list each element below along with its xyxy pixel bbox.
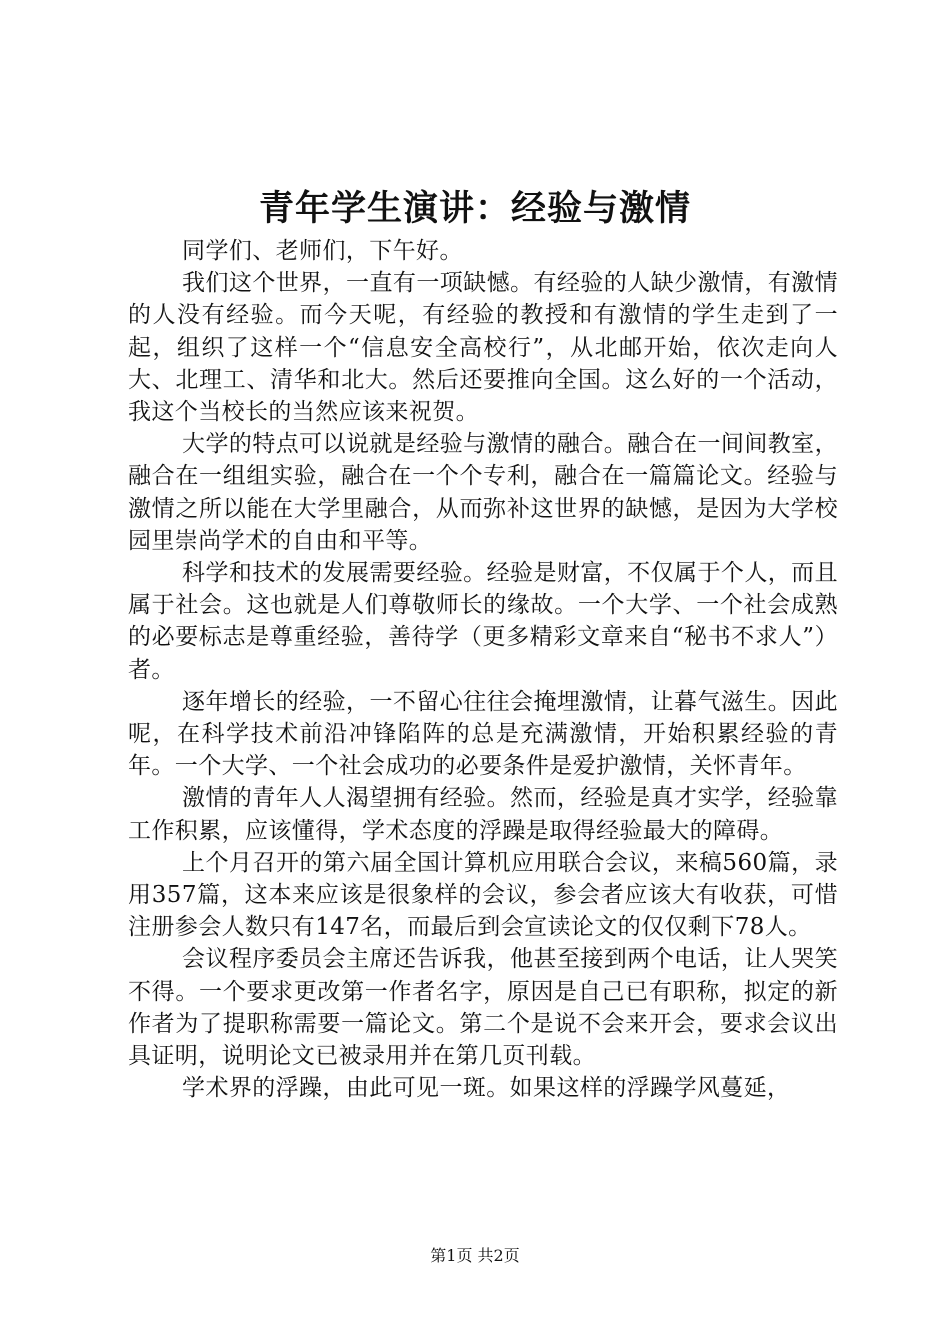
paragraph-greeting: 同学们、老师们，下午好。 [182, 238, 463, 264]
page-footer: 第1页 共2页 [430, 1246, 520, 1265]
paragraph: 科学和技术的发展需要经验。经验是财富，不仅属于个人，而且属于社会。这也就是人们尊敬师长的缘故。一个大学、一个社会成熟的必要标志是尊重经验，善待学（更多精彩文章来自“秘书不求人”）者。 [128, 560, 838, 683]
document-body [128, 235, 838, 1104]
paragraph: 会议程序委员会主席还告诉我，他甚至接到两个电话，让人哭笑不得。一个要求更改第一作者名字，原因是自己已有职称，拟定的新作者为了提职称需要一篇论文。第二个是说不会来开会，要求会议出具证明，说明论文已被录用并在第几页刊载。 [128, 946, 838, 1070]
document-title: 青年学生演讲：经验与激情 [258, 188, 691, 229]
paragraph: 大学的特点可以说就是经验与激情的融合。融合在一间间教室，融合在一组组实验，融合在一个个专利，融合在一篇篇论文。经验与激情之所以能在大学里融合，从而弥补这世界的缺憾，是因为大学校园里崇尚学术的自由和平等。 [128, 431, 838, 554]
paragraph: 学术界的浮躁，由此可见一斑。如果这样的浮躁学风蔓延， [182, 1075, 791, 1102]
paragraph: 激情的青年人人渴望拥有经验。然而，经验是真才实学，经验靠工作积累，应该懂得，学术态度的浮躁是取得经验最大的障碍。 [128, 785, 838, 844]
paragraph: 我们这个世界，一直有一项缺憾。有经验的人缺少激情，有激情的人没有经验。而今天呢，有经验的教授和有激情的学生走到了一起，组织了这样一个“信息安全高校行”，从北邮开始，依次走向人大、北理工、清华和北大。然后还要推向全国。这么好的一个活动，我这个当校长的当然应该来祝贺。 [128, 270, 838, 426]
paragraph: 逐年增长的经验，一不留心往往会掩埋激情，让暮气滋生。因此呢，在科学技术前沿冲锋陷阵的总是充满激情，开始积累经验的青年。一个大学、一个社会成功的必要条件是爱护激情，关怀青年。 [128, 688, 838, 780]
paragraph: 上个月召开的第六届全国计算机应用联合会议，来稿560篇，录用357篇，这本来应该是很象样的会议，参会者应该大有收获，可惜注册参会人数只有147名，而最后到会宣读论文的仅仅剩下78人。 [128, 849, 838, 941]
